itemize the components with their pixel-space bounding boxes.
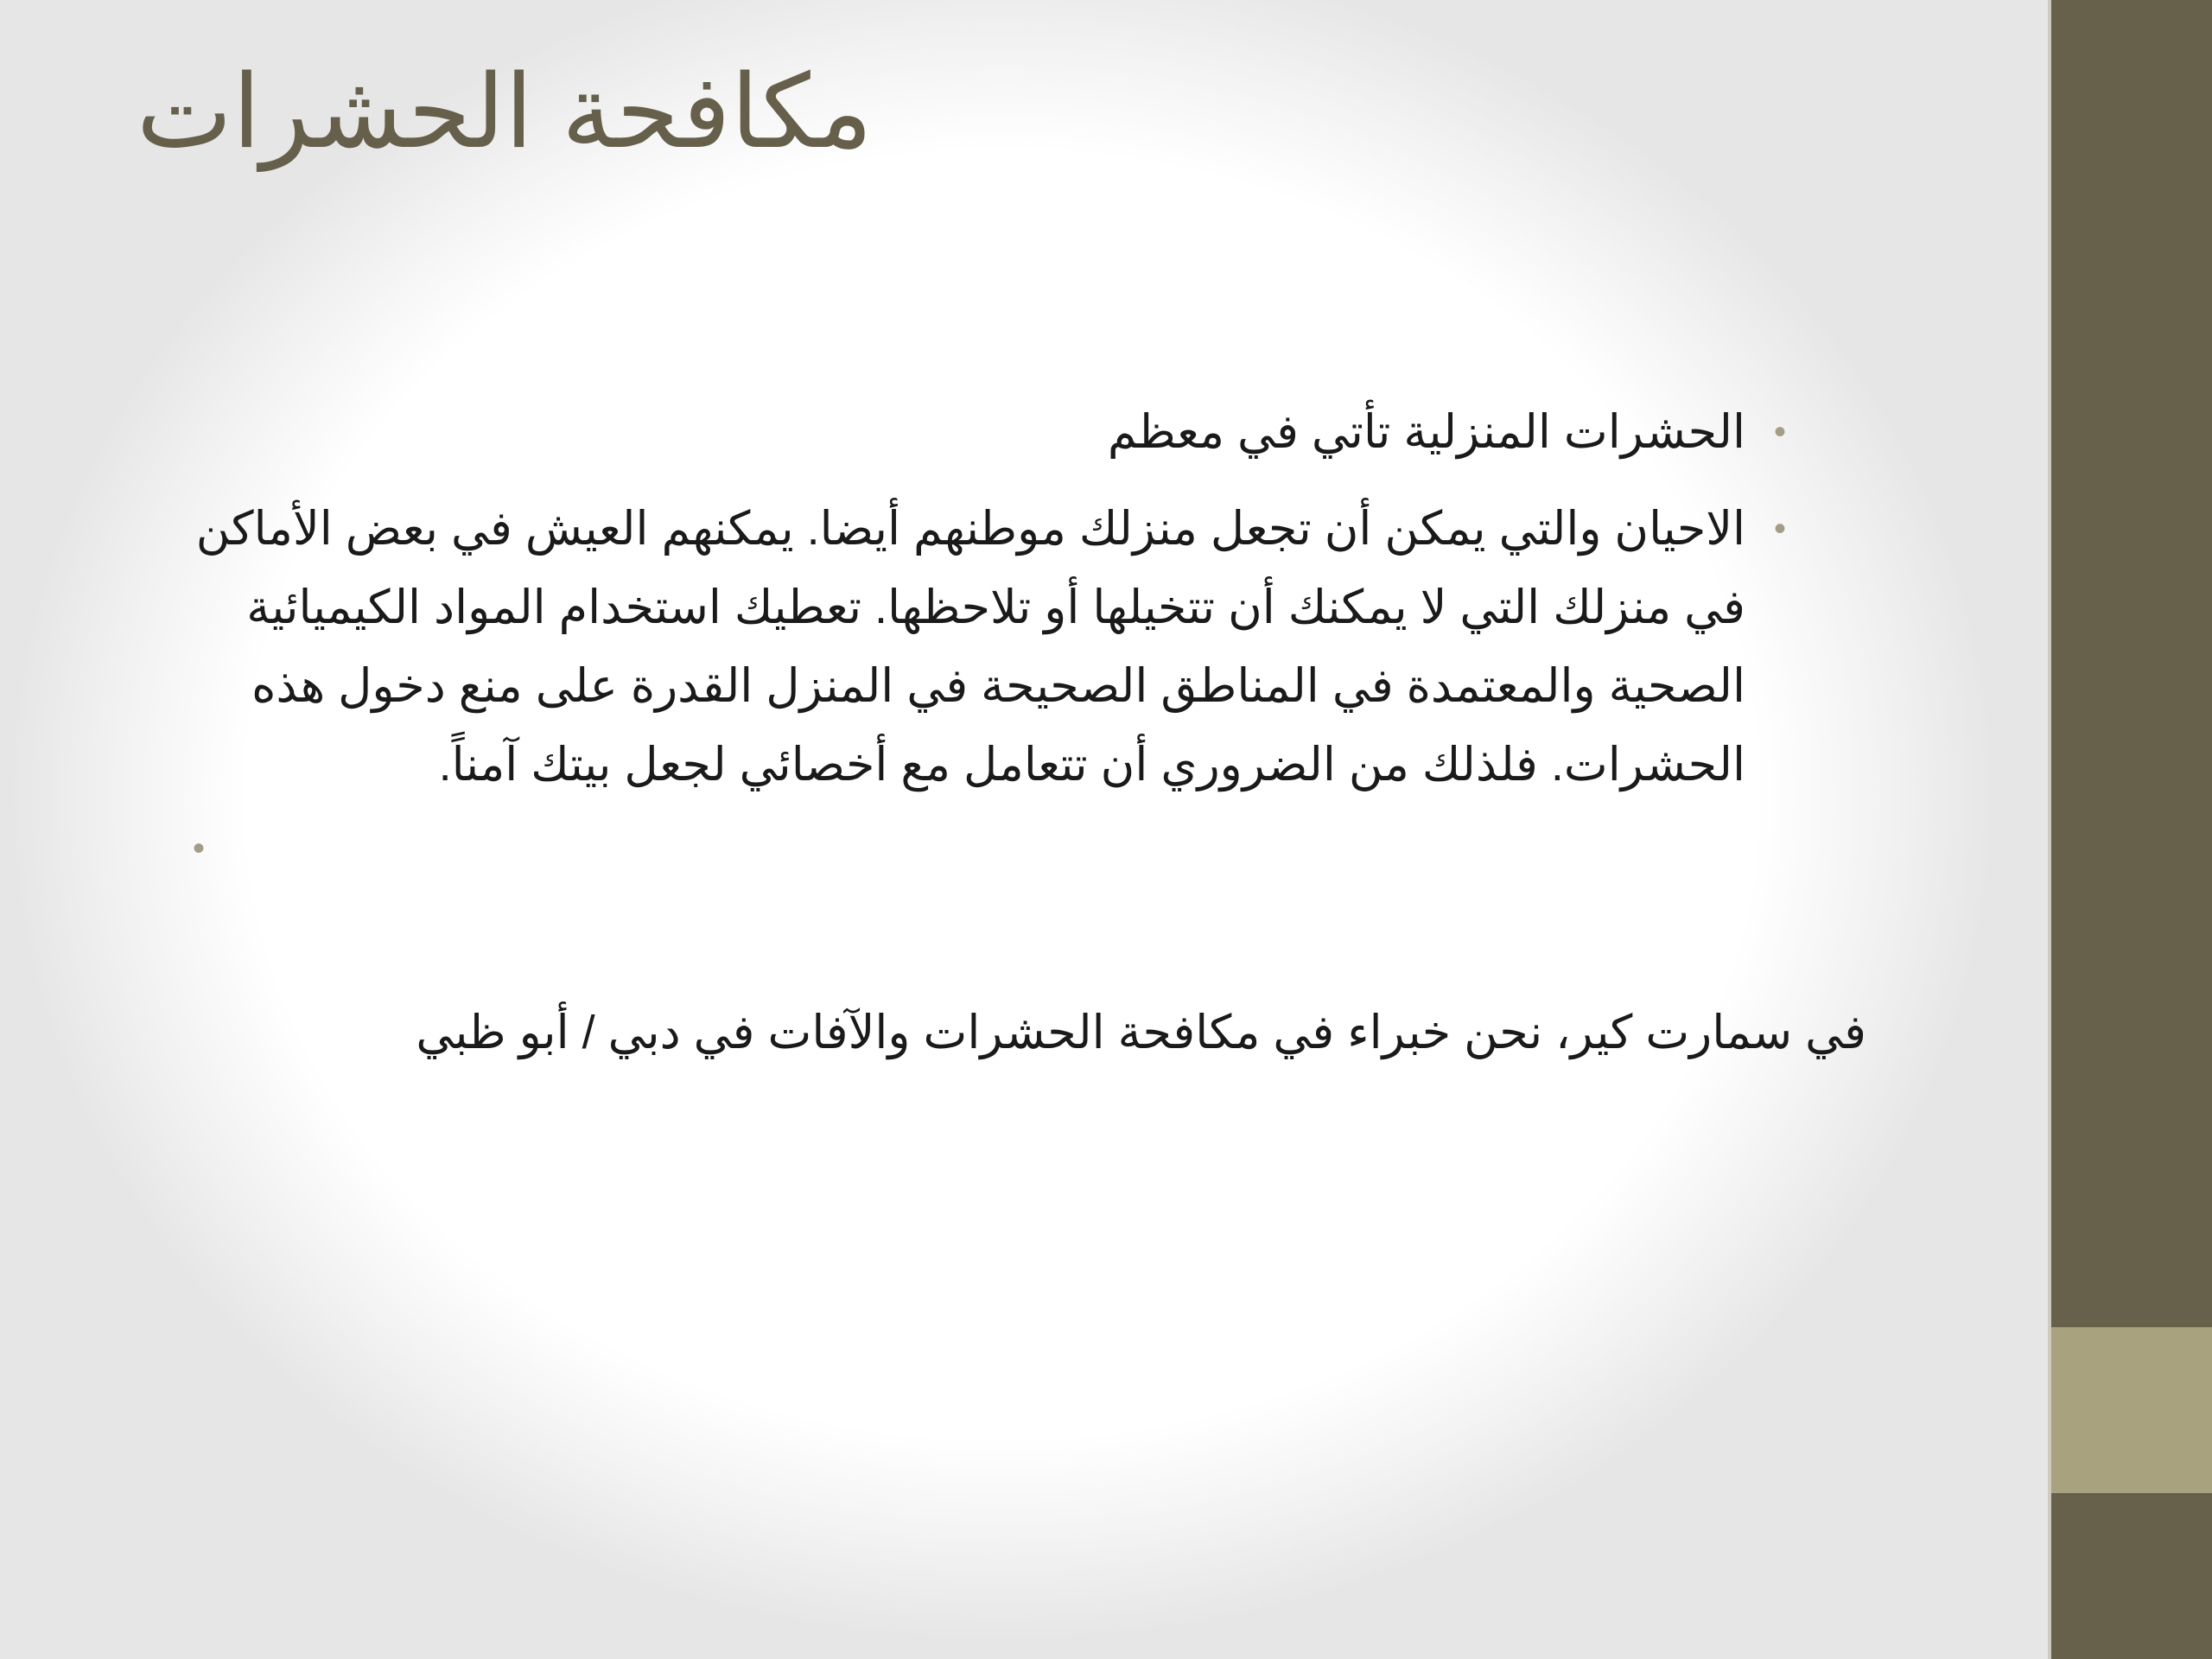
bullet-item [130,490,1797,804]
bullet-dot-icon: • [192,830,205,868]
bullet-item [130,810,1797,896]
side-bar-dark-bottom [2051,1493,2212,1659]
bullet-text: الحشرات المنزلية تأتي في معظم [1107,406,1745,458]
bullet-text: الاحيان والتي يمكن أن تجعل منزلك موطنهم أيضا. يمكنهم العيش في بعض الأماكن في منزلك التي لا يمكنك أن تتخيلها أو تلاحظها. تعطيك استخدام المواد الكيميائية الصحية والمعتمدة في المناطق الصحيحة في المنزل القدرة على منع دخول هذه الحشرات. فلذلك من الضروري أن تتعامل مع أخصائي لجعل بيتك آمناً. [195,503,1745,791]
bullet-list [130,393,1797,896]
side-bar-accent [2051,1327,2212,1493]
footer-line: في سمارت كير، نحن خبراء في مكافحة الحشرات والآفات في دبي / أبو ظبي [416,1007,1866,1058]
slide-title: مكافحة الحشرات [136,55,873,169]
bullet-dot-icon: • [1773,413,1786,451]
side-decoration-bar [2048,0,2212,1659]
bullet-item [130,393,1797,490]
side-bar-dark-top [2051,0,2212,1327]
bullet-dot-icon: • [1773,510,1786,548]
